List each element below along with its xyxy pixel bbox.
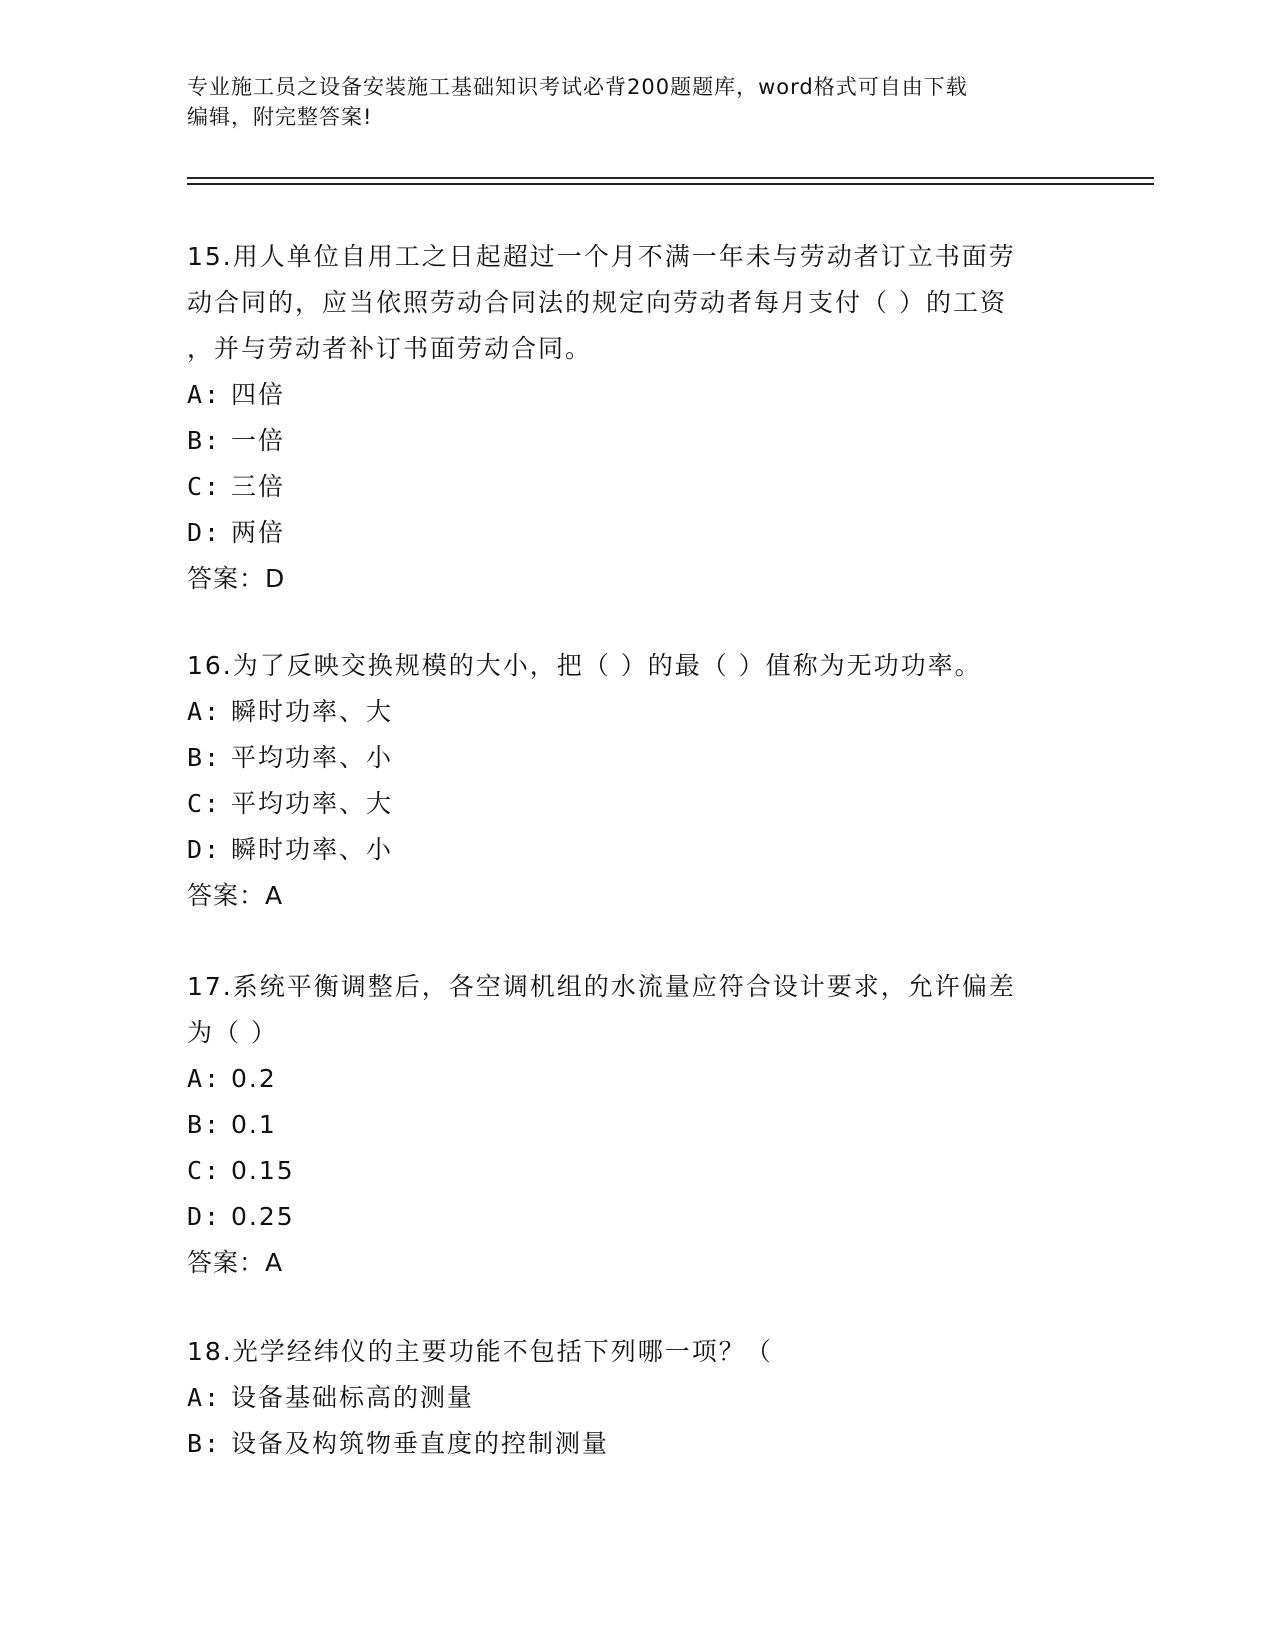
option-b [187, 735, 1087, 781]
option-letter: A: [187, 697, 222, 726]
question-text-line: 16.为了反映交换规模的大小，把（ ）的最（ ）值称为无功功率。 [187, 651, 982, 680]
question-text-line: 15.用人单位自用工之日起超过一个月不满一年未与劳动者订立书面劳 [187, 242, 1016, 271]
option-text: 瞬时功率、小 [231, 835, 394, 864]
option-letter: D: [187, 1202, 222, 1231]
question-text-line: 17.系统平衡调整后，各空调机组的水流量应符合设计要求，允许偏差 [187, 972, 1016, 1001]
answer-line: 答案：D [187, 564, 286, 593]
question-15 [187, 234, 1087, 602]
option-letter: A: [187, 1064, 222, 1093]
question-text-line: 为（ ） [187, 1018, 278, 1047]
option-letter: B: [187, 1110, 222, 1139]
option-b [187, 1421, 1087, 1467]
option-letter: C: [187, 472, 222, 501]
header-title-line-2: 编辑，附完整答案! [187, 105, 373, 129]
option-text: 三倍 [231, 472, 286, 501]
option-a [187, 689, 1087, 735]
option-text: 0.15 [231, 1156, 295, 1185]
option-text: 设备及构筑物垂直度的控制测量 [231, 1429, 610, 1458]
option-text: 设备基础标高的测量 [231, 1383, 475, 1412]
option-c [187, 1148, 1087, 1194]
option-letter: C: [187, 789, 222, 818]
document-header [187, 72, 1087, 132]
option-c [187, 781, 1087, 827]
option-c [187, 464, 1087, 510]
answer-line: 答案：A [187, 1248, 284, 1277]
option-letter: C: [187, 1156, 222, 1185]
option-letter: B: [187, 426, 222, 455]
option-text: 0.25 [231, 1202, 295, 1231]
option-letter: B: [187, 1429, 222, 1458]
option-b [187, 1102, 1087, 1148]
question-text-line: 18.光学经纬仪的主要功能不包括下列哪一项？（ [187, 1337, 773, 1366]
header-divider-top [187, 177, 1154, 179]
header-divider-bottom [187, 183, 1154, 185]
option-d [187, 827, 1087, 873]
answer-line: 答案：A [187, 881, 284, 910]
option-a [187, 1056, 1087, 1102]
question-16 [187, 643, 1087, 919]
option-b [187, 418, 1087, 464]
option-text: 瞬时功率、大 [231, 697, 394, 726]
question-text-line: 动合同的，应当依照劳动合同法的规定向劳动者每月支付（ ）的工资 [187, 288, 1007, 317]
question-18 [187, 1329, 1087, 1467]
option-letter: A: [187, 380, 222, 409]
option-text: 一倍 [231, 426, 286, 455]
option-text: 平均功率、小 [231, 743, 394, 772]
option-d [187, 1194, 1087, 1240]
option-d [187, 510, 1087, 556]
question-text-line: ，并与劳动者补订书面劳动合同。 [187, 334, 593, 363]
option-text: 两倍 [231, 518, 286, 547]
option-letter: B: [187, 743, 222, 772]
header-title-line-1: 专业施工员之设备安装施工基础知识考试必背200题题库，word格式可自由下载 [187, 75, 968, 99]
option-letter: A: [187, 1383, 222, 1412]
option-text: 四倍 [231, 380, 286, 409]
option-letter: D: [187, 518, 222, 547]
option-a [187, 372, 1087, 418]
option-text: 0.2 [231, 1064, 277, 1093]
question-17 [187, 964, 1087, 1286]
option-text: 0.1 [231, 1110, 277, 1139]
option-a [187, 1375, 1087, 1421]
option-text: 平均功率、大 [231, 789, 394, 818]
option-letter: D: [187, 835, 222, 864]
